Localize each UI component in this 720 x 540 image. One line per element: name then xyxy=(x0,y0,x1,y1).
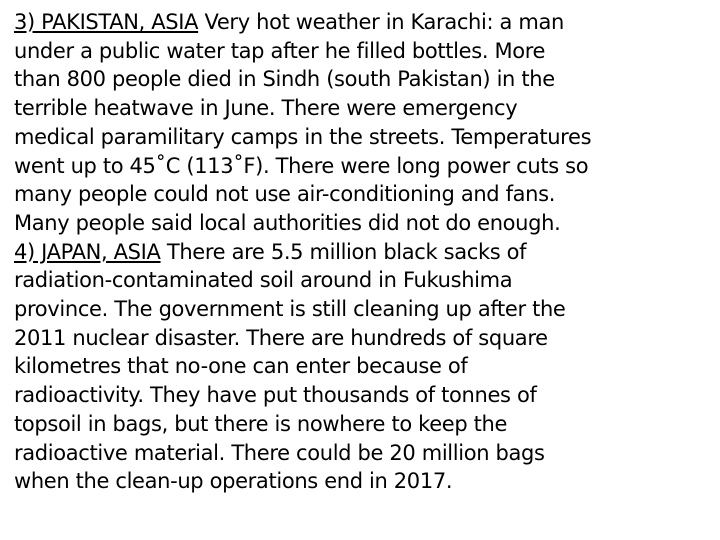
text-line xyxy=(14,238,714,267)
item-heading-japan: 4) JAPAN, ASIA xyxy=(14,239,161,264)
text-line-content: Very hot weather in Karachi: a man xyxy=(198,10,564,34)
text-line-content: There are 5.5 million black sacks of xyxy=(160,239,527,264)
text-line: topsoil in bags, but there is nowhere to keep the xyxy=(14,411,508,436)
slide-body-text xyxy=(14,8,714,496)
text-line: radioactivity. They have put thousands of tonnes of xyxy=(14,383,537,408)
item-heading-pakistan: 3) PAKISTAN, ASIA xyxy=(14,10,199,34)
news-item-pakistan xyxy=(14,8,714,238)
text-line: kilometres that no-one can enter because of xyxy=(14,354,468,379)
text-line: radioactive material. There could be 20 million bags xyxy=(14,440,545,465)
text-line: province. The government is still cleaning up after the xyxy=(14,297,566,322)
text-line: 2011 nuclear disaster. There are hundreds of square xyxy=(14,325,548,350)
text-line: radiation-contaminated soil around in Fukushima xyxy=(14,268,513,293)
text-line: went up to 45˚C (113˚F). There were long power cuts so xyxy=(14,153,589,178)
text-line: than 800 people died in Sindh (south Pakistan) in the xyxy=(14,67,555,92)
news-item-japan xyxy=(14,238,714,496)
text-line: when the clean-up operations end in 2017. xyxy=(14,469,453,494)
text-line: medical paramilitary camps in the streets. Temperatures xyxy=(14,124,592,149)
text-line xyxy=(14,8,714,37)
text-line: under a public water tap after he filled bottles. More xyxy=(14,38,546,63)
text-line: Many people said local authorities did not do enough. xyxy=(14,210,561,235)
text-line: terrible heatwave in June. There were emergency xyxy=(14,96,518,121)
text-line: many people could not use air-conditioning and fans. xyxy=(14,182,556,207)
